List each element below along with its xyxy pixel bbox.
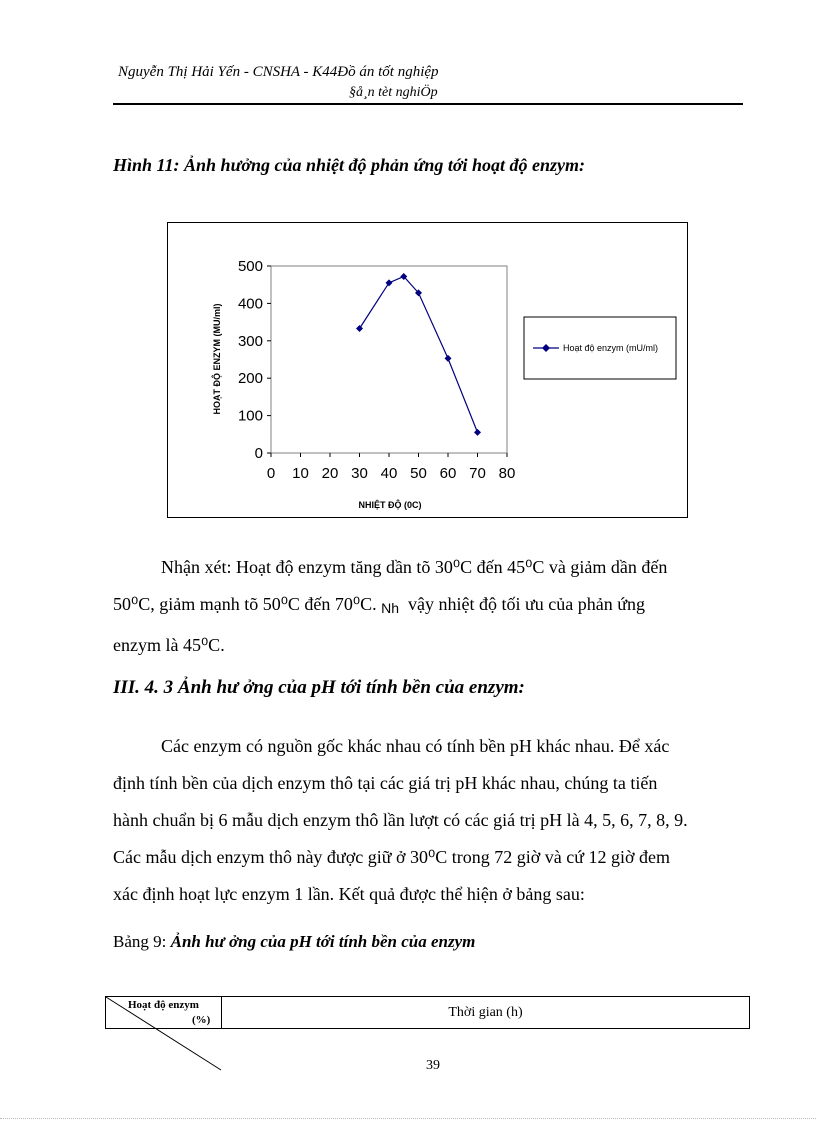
figure-caption: Hình 11: Ảnh hưởng của nhiệt độ phản ứng tới hoạt độ enzym: xyxy=(113,155,586,175)
table-caption-title: Ảnh hư ởng của pH tới tính bền của enzym xyxy=(170,932,476,951)
remark-text: 50⁰C, giảm mạnh tõ 50⁰C đến 70⁰C. xyxy=(113,594,377,614)
table-header-cell: Thời gian (h) xyxy=(448,1005,523,1020)
x-tick-label: 60 xyxy=(439,465,457,482)
body-line: Các enzym có nguồn gốc khác nhau có tính bền pH khác nhau. Để xác xyxy=(161,736,670,756)
x-tick-label: 50 xyxy=(410,465,427,482)
plot-area xyxy=(271,266,507,453)
x-axis-label: NHIỆT ĐỘ (0C) xyxy=(358,500,422,510)
header-subtitle: §å¸n tèt nghiÖp xyxy=(349,85,438,100)
table-caption xyxy=(113,932,475,952)
y-axis-label: HOẠT ĐỘ ENZYM (MU/ml) xyxy=(212,303,222,415)
table-diagonal-line xyxy=(106,997,221,1070)
x-tick-label: 0 xyxy=(266,465,276,482)
x-tick-label: 40 xyxy=(380,465,398,482)
temperature-activity-chart xyxy=(168,223,687,517)
remark-paragraph xyxy=(113,549,743,664)
remark-fragment: Nh xyxy=(381,600,400,616)
body-line: định tính bền của dịch enzym thô tại các giá trị pH khác nhau, chúng ta tiến xyxy=(113,773,658,793)
body-line: Các mẫu dịch enzym thô này được giữ ở 30⁰C trong 72 giờ và cứ 12 giờ đem xyxy=(113,847,670,867)
remark-text: vậy nhiệt độ tối ưu của phản ứng xyxy=(408,594,646,614)
y-tick-label: 0 xyxy=(254,445,263,462)
table-corner-top: Hoạt độ enzym xyxy=(128,999,199,1011)
x-tick-label: 10 xyxy=(292,465,309,482)
legend-label: Hoạt độ enzym (mU/ml) xyxy=(563,343,659,353)
header-title: Nguyễn Thị Hải Yến - CNSHA - K44Đồ án tốt nghiệp xyxy=(118,64,439,80)
table-corner-bottom: (%) xyxy=(192,1014,211,1026)
x-tick-label: 80 xyxy=(498,465,516,482)
section-title: III. 4. 3 Ảnh hư ởng của pH tới tính bền của enzym: xyxy=(113,677,525,698)
y-tick-label: 300 xyxy=(237,332,263,350)
y-tick-label: 100 xyxy=(237,407,263,425)
remark-line: Nhận xét: Hoạt độ enzym tăng dần tõ 30⁰C đến 45⁰C và giảm dần đến xyxy=(161,557,668,577)
table-caption-prefix: Bảng 9: xyxy=(113,932,167,951)
x-tick-label: 20 xyxy=(321,465,339,482)
remark-line: enzym là 45⁰C. xyxy=(113,635,225,655)
table-diagonal xyxy=(105,996,225,1076)
y-tick-label: 400 xyxy=(237,295,263,313)
legend xyxy=(524,317,676,379)
body-paragraph xyxy=(113,728,743,913)
chart-frame xyxy=(167,222,688,518)
y-tick-label: 500 xyxy=(237,258,263,275)
x-tick-label: 30 xyxy=(351,465,368,482)
body-line: hành chuẩn bị 6 mẫu dịch enzym thô lần lượt có các giá trị pH là 4, 5, 6, 7, 8, 9. xyxy=(113,810,688,830)
page-bottom-rule xyxy=(0,1118,816,1119)
y-tick-label: 200 xyxy=(237,370,263,388)
body-line: xác định hoạt lực enzym 1 lần. Kết quả được thể hiện ở bảng sau: xyxy=(113,884,585,904)
x-tick-label: 70 xyxy=(469,465,486,482)
header-rule xyxy=(113,103,743,105)
page-number: 39 xyxy=(426,1058,440,1073)
remark-line xyxy=(113,586,743,627)
